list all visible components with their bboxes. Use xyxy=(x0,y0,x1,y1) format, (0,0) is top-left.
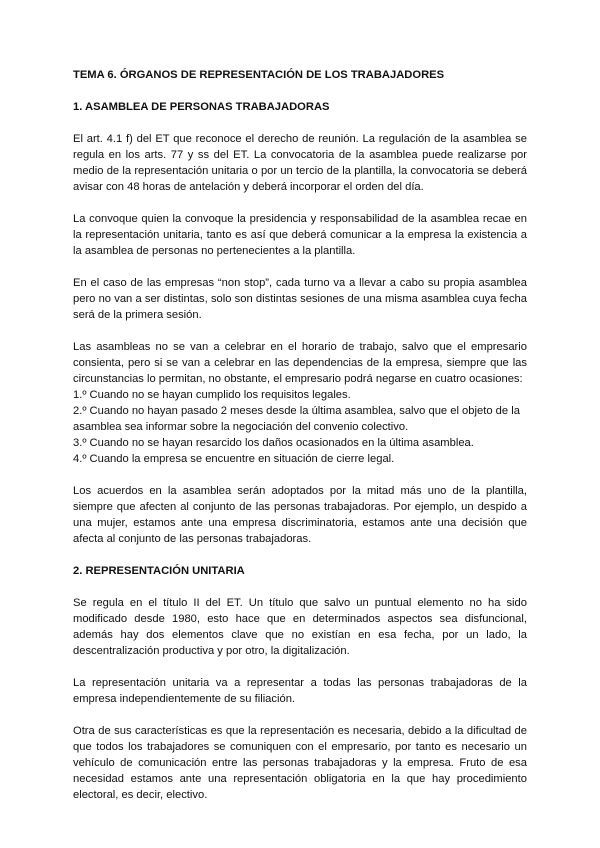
section-1-closing-paragraph: Los acuerdos en la asamblea serán adoptados por la mitad más uno de la plantilla, siempre que afecten al conjunto de las personas trabajadoras. Por ejemplo, un despido a una mujer, estamos ante una empresa discriminatoria, estamos ante una decisión que afecta al conjunto de las personas trabajadoras. xyxy=(73,485,527,545)
list-item: 1.º Cuando no se hayan cumplido los requisitos legales. xyxy=(73,389,351,401)
section-1-paragraph-3: En el caso de las empresas “non stop”, cada turno va a llevar a cabo su propia asamblea pero no van a ser distintas, solo son distintas sesiones de una misma asamblea cuya fecha será de la primera sesión. xyxy=(73,277,527,321)
list-item: 3.º Cuando no se hayan resarcido los daños ocasionados en la última asamblea. xyxy=(73,437,474,449)
section-1-paragraph-2: La convoque quien la convoque la presidencia y responsabilidad de la asamblea recae en la representación unitaria, tanto es así que deberá comunicar a la empresa la existencia a la asamblea de personas no pertenecientes a la plantilla. xyxy=(73,213,527,257)
section-1-heading: 1. ASAMBLEA DE PERSONAS TRABAJADORAS xyxy=(73,101,330,113)
document-page xyxy=(73,67,527,819)
list-item: 4.º Cuando la empresa se encuentre en situación de cierre legal. xyxy=(73,453,395,465)
section-2-paragraph-3: Otra de sus características es que la representación es necesaria, debido a la dificultad de que todos los trabajadores se comuniquen con el empresario, por tanto es necesario un vehículo de comunicación entre las personas trabajadoras y la empresa. Fruto de esa necesidad estamos ante una representación obligatoria en la que hay procedimiento electoral, es decir, electivo. xyxy=(73,725,527,801)
list-item: 2.º Cuando no hayan pasado 2 meses desde la última asamblea, salvo que el objeto de la asamblea sea informar sobre la negociación del convenio colectivo. xyxy=(73,405,520,433)
section-2-paragraph-2: La representación unitaria va a representar a todas las personas trabajadoras de la empresa independientemente de su filiación. xyxy=(73,677,527,705)
section-1-paragraph-4: Las asambleas no se van a celebrar en el horario de trabajo, salvo que el empresario consienta, pero si se van a celebrar en las dependencias de la empresa, siempre que las circunstancias lo permitan, no obstante, el empresario podrá negarse en cuatro ocasiones: xyxy=(73,341,527,385)
section-2-paragraph-1: Se regula en el título II del ET. Un título que salvo un puntual elemento no ha sido modificado desde 1980, esto hace que en determinados aspectos sea disfuncional, además hay dos elementos clave que no existían en esa fecha, por un lado, la descentralización productiva y por otro, la digitalización. xyxy=(73,597,527,657)
section-1-paragraph-1: El art. 4.1 f) del ET que reconoce el derecho de reunión. La regulación de la asamblea se regula en los arts. 77 y ss del ET. La convocatoria de la asamblea puede realizarse por medio de la representación unitaria o por un tercio de la plantilla, la convocatoria se deberá avisar con 48 horas de antelación y deberá incorporar el orden del día. xyxy=(73,133,527,193)
refusal-list xyxy=(73,387,527,467)
section-2-heading: 2. REPRESENTACIÓN UNITARIA xyxy=(73,565,245,577)
document-title: TEMA 6. ÓRGANOS DE REPRESENTACIÓN DE LOS TRABAJADORES xyxy=(73,69,445,81)
